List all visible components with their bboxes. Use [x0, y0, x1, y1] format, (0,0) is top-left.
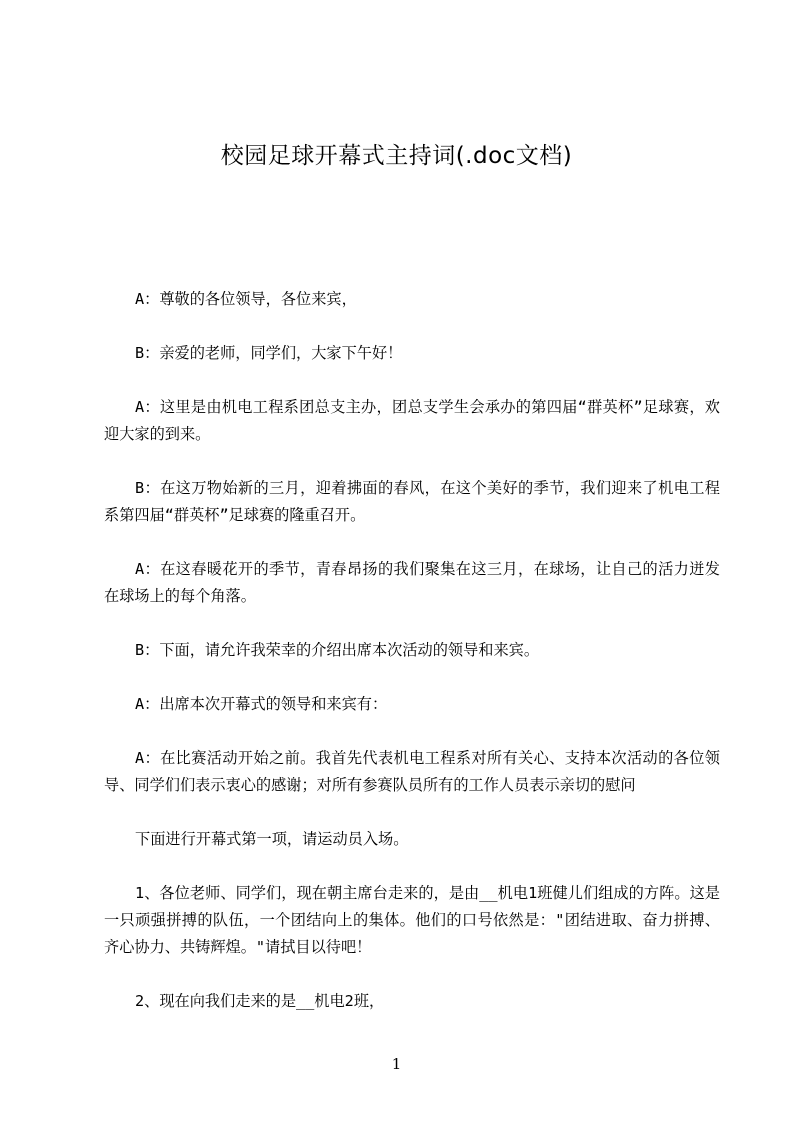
- paragraph: A：这里是由机电工程系团总支主办，团总支学生会承办的第四届“群英杯”足球赛，欢迎大家的到来。: [104, 398, 720, 443]
- paragraph: A：出席本次开幕式的领导和来宾有：: [135, 695, 388, 713]
- paragraph: 2、现在向我们走来的是__机电2班，: [135, 992, 385, 1010]
- document-body: [104, 286, 720, 1042]
- paragraph: 下面进行开幕式第一项，请运动员入场。: [135, 830, 409, 848]
- paragraph: B：下面，请允许我荣幸的介绍出席本次活动的领导和来宾。: [135, 641, 540, 659]
- page-number: 1: [391, 1055, 402, 1073]
- paragraph: 1、各位老师、同学们，现在朝主席台走来的，是由__机电1班健儿们组成的方阵。这是一只顽强拼搏的队伍，一个团结向上的集体。他们的口号依然是："团结进取、奋力拼搏、齐心协力、共铸辉煌。"请拭目以待吧！: [104, 884, 720, 956]
- paragraph: A：在这春暖花开的季节，青春昂扬的我们聚集在这三月，在球场，让自己的活力迸发在球场上的每个角落。: [104, 560, 720, 605]
- paragraph: B：在这万物始新的三月，迎着拂面的春风，在这个美好的季节，我们迎来了机电工程系第四届“群英杯”足球赛的隆重召开。: [104, 479, 720, 524]
- paragraph: A：在比赛活动开始之前。我首先代表机电工程系对所有关心、支持本次活动的各位领导、同学们们表示衷心的感谢；对所有参赛队员所有的工作人员表示亲切的慰问: [104, 749, 720, 794]
- paragraph: A：尊敬的各位领导，各位来宾，: [135, 290, 357, 308]
- paragraph: B：亲爱的老师，同学们，大家下午好！: [135, 344, 403, 362]
- document-title: 校园足球开幕式主持词(.doc文档): [220, 143, 573, 169]
